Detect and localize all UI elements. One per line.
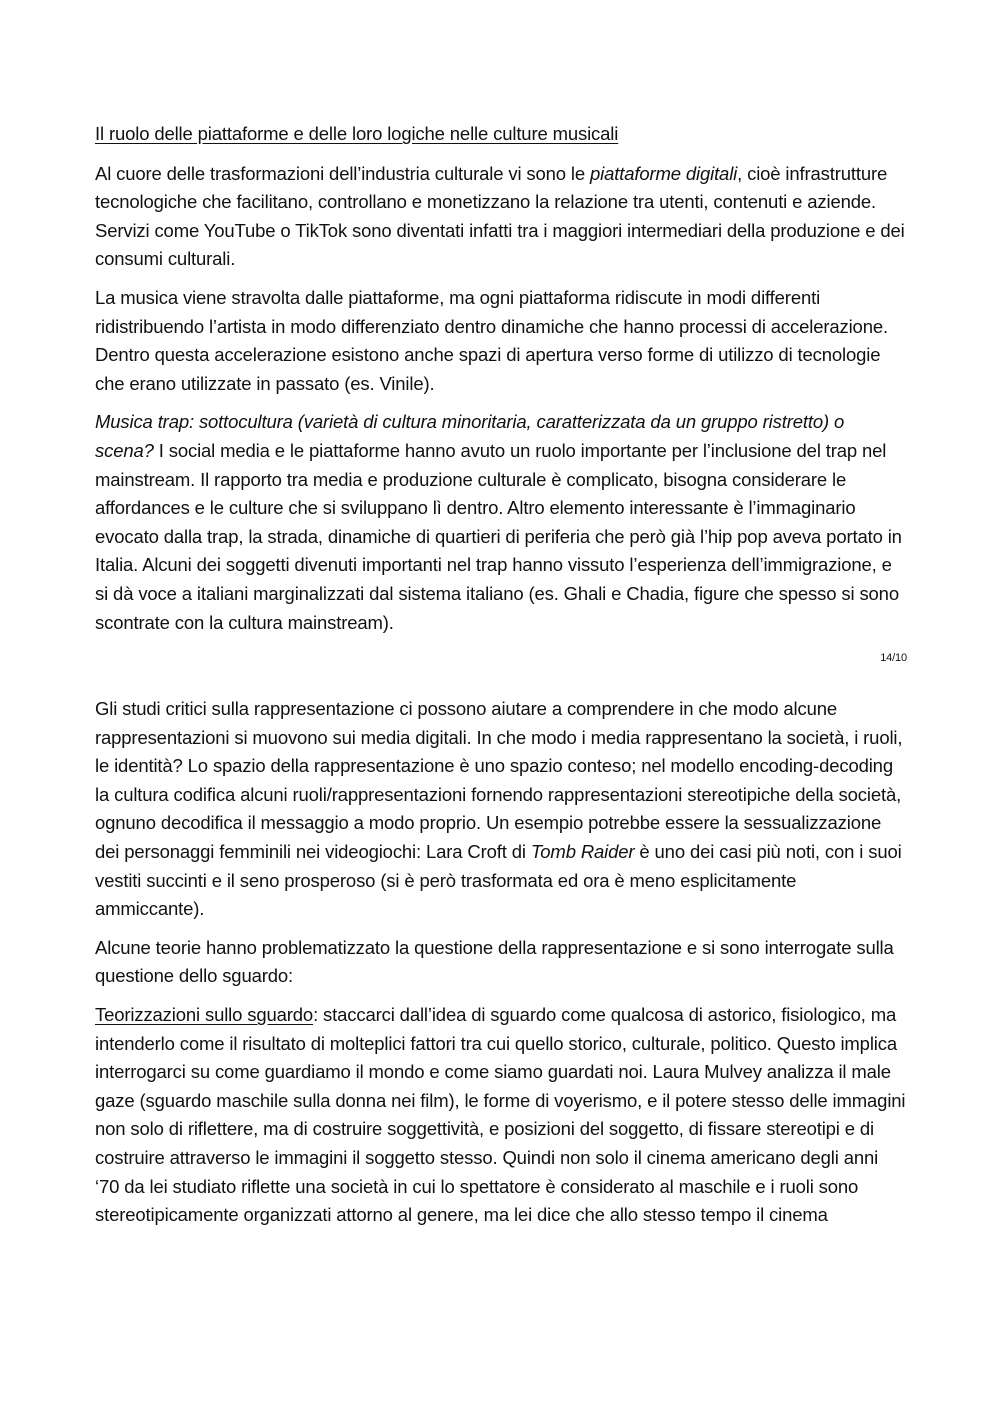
underlined-term: Teorizzazioni sullo sguardo: [95, 1004, 314, 1026]
paragraph-text: Al cuore delle trasformazioni dell’industria culturale vi sono le: [95, 162, 590, 184]
paragraph-music: La musica viene stravolta dalle piattaforme, ma ogni piattaforma ridiscute in modi differenti ridistribuendo l’artista in modo differenziato dentro dinamiche che hanno processi di accelerazione. Dentro questa accelerazione esistono anche spazi di apertura verso forme di utilizzo di tecnologie che erano utilizzate in passato (es. Vinile).: [95, 286, 888, 394]
paragraph-gaze: [95, 1001, 907, 1230]
paragraph-text: : staccarci dall’idea di sguardo come qualcosa di astorico, fisiologico, ma intenderlo come il risultato di molteplici fattori tra cui quello storico, culturale, politico. Questo implica interrogarci su come guardiamo il mondo e come siamo guardati noi. Laura Mulvey analizza il male gaze (sguardo maschile sulla donna nei film), le forme di voyerismo, e il potere stesso delle immagini non solo di riflettere, ma di costruire soggettività, e posizioni del soggetto, di fissare stereotipi e di costruire attraverso le immagini il soggetto stesso. Quindi non solo il cinema americano degli anni ‘70 da lei studiato riflette una società in cui lo spettatore è considerato al maschile e i ruoli sono stereotipicamente organizzati attorno al genere, ma lei dice che allo stesso tempo il cinema: [95, 1004, 906, 1226]
italic-title: Tomb Raider: [530, 841, 635, 863]
paragraph-text: I social media e le piattaforme hanno avuto un ruolo importante per l’inclusione del trap nel mainstream. Il rapporto tra media e produzione culturale è complicato, bisogna considerare le affordances e le culture che si sviluppano lì dentro. Altro elemento interessante è l’immaginario evocato dalla trap, la strada, dinamiche di quartieri di periferia che però già l’hip pop aveva portato in Italia. Alcuni dei soggetti divenuti importanti nel trap hanno vissuto l’esperienza dell’immigrazione, e si dà voce a italiani marginalizzati dal sistema italiano (es. Ghali e Chadia, figure che spesso si sono scontrate con la cultura mainstream).: [95, 439, 902, 633]
italic-question: Musica trap: sottocultura (varietà di cultura minoritaria, caratterizzata da un gruppo ristretto) o scena?: [95, 411, 845, 461]
page-marker: 14/10: [880, 652, 907, 665]
paragraph-text: Gli studi critici sulla rappresentazione ci possono aiutare a comprendere in che modo alcune rappresentazioni si muovono sui media digitali. In che modo i media rappresentano la società, i ruoli, le identità? Lo spazio della rappresentazione è uno spazio conteso; nel modello encoding-decoding la cultura codifica alcuni ruoli/rappresentazioni fornendo rappresentazioni stereotipiche della società, ognuno decodifica il messaggio a modo proprio. Un esempio potrebbe essere la sessualizzazione dei personaggi femminili nei videogiochi: Lara Croft di: [95, 698, 903, 863]
paragraph-trap: [95, 408, 907, 637]
section-title: Il ruolo delle piattaforme e delle loro logiche nelle culture musicali: [95, 123, 619, 144]
document-page: [95, 120, 907, 1240]
paragraph-text: , cioè infrastrutture tecnologiche che facilitano, controllano e monetizzano la relazione tra utenti, contenuti e aziende. Servizi come YouTube o TikTok sono diventati infatti tra i maggiori intermediari della produzione e dei consumi culturali.: [95, 162, 905, 270]
paragraph-theories: Alcune teorie hanno problematizzato la questione della rappresentazione e si sono interrogate sulla questione dello sguardo:: [95, 936, 894, 987]
paragraph-platforms: [95, 160, 907, 274]
italic-term: piattaforme digitali: [589, 162, 738, 184]
paragraph-representation: [95, 695, 907, 924]
section-heading: [95, 120, 907, 149]
paragraph-text: è uno dei casi più noti, con i suoi vestiti succinti e il seno prosperoso (si è però trasformata ed ora è meno esplicitamente ammiccante).: [95, 841, 902, 920]
